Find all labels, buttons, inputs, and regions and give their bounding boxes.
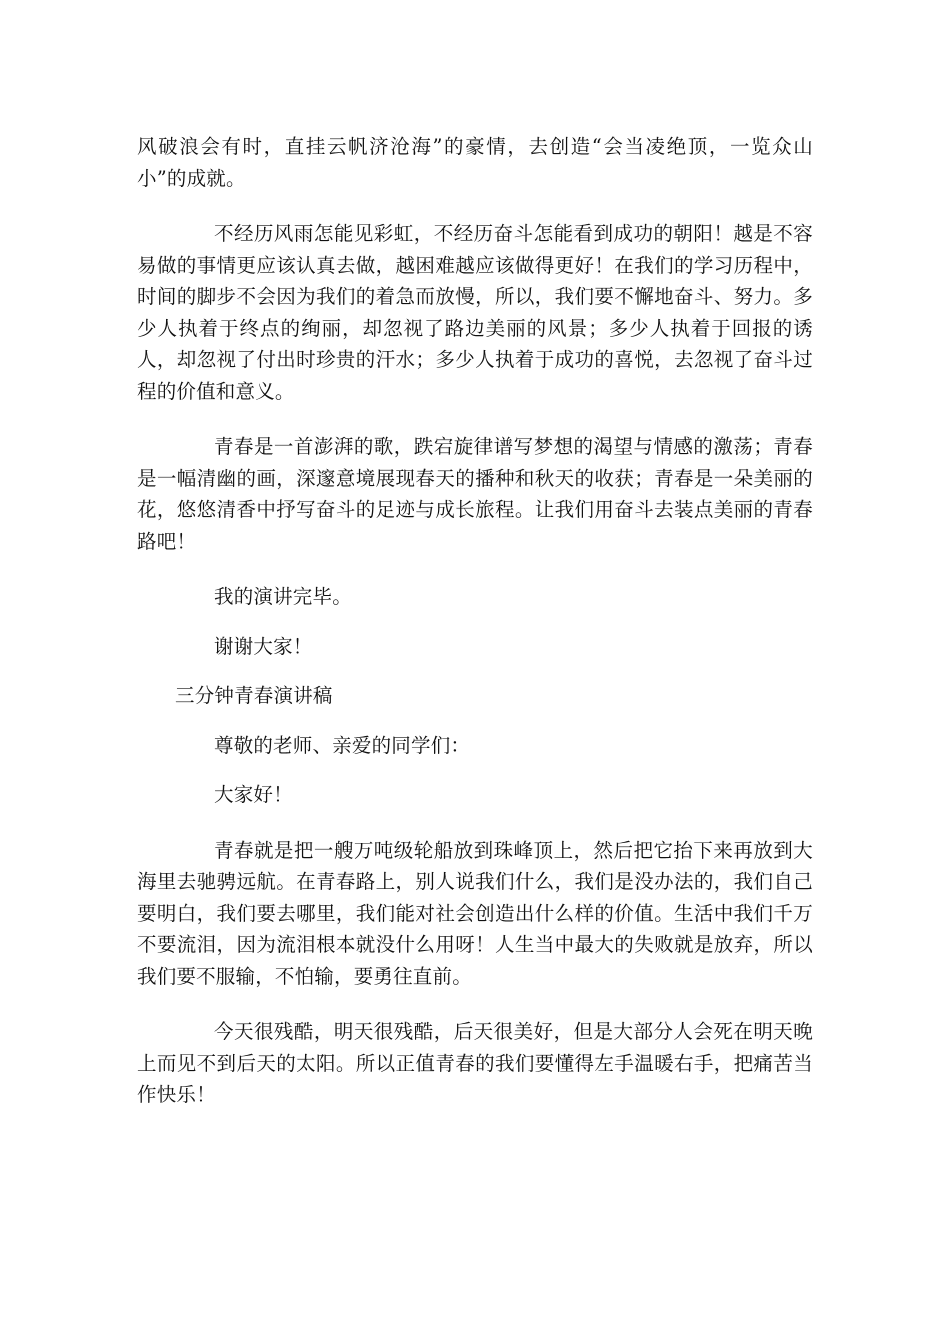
paragraph-perseverance: 不经历风雨怎能见彩虹，不经历奋斗怎能看到成功的朝阳！越是不容易做的事情更应该认真去做，越困难越应该做得更好！在我们的学习历程中，时间的脚步不会因为我们的着急而放慢，所以，我们要不懈地奋斗、努力。多少人执着于终点的绚丽，却忽视了路边美丽的风景；多少人执着于回报的诱人，却忽视了付出时珍贵的汗水；多少人执着于成功的喜悦，去忽视了奋斗过程的价值和意义。 bbox=[137, 222, 813, 403]
closing-remark: 我的演讲完毕。 bbox=[214, 585, 352, 608]
paragraph-continuation: 风破浪会有时，直挂云帆济沧海”的豪情，去创造“会当凌绝顶，一览众山小”的成就。 bbox=[137, 135, 813, 190]
document-body bbox=[137, 131, 813, 1111]
greeting: 大家好！ bbox=[214, 783, 293, 806]
paragraph-youth-metaphor: 青春是一首澎湃的歌，跌宕旋律谱写梦想的渴望与情感的激荡；青春是一幅清幽的画，深邃意境展现春天的播种和秋天的收获；青春是一朵美丽的花，悠悠清香中抒写奋斗的足迹与成长旅程。让我们用奋斗去装点美丽的青春路吧！ bbox=[137, 435, 813, 553]
section-title: 三分钟青春演讲稿 bbox=[175, 684, 333, 707]
thanks-line: 谢谢大家！ bbox=[214, 634, 313, 658]
salutation: 尊敬的老师、亲爱的同学们： bbox=[214, 733, 471, 757]
paragraph-tomorrow: 今天很残酷，明天很残酷，后天很美好，但是大部分人会死在明天晚上而见不到后天的太阳。所以正值青春的我们要懂得左手温暖右手，把痛苦当作快乐！ bbox=[137, 1020, 813, 1106]
paragraph-voyage: 青春就是把一艘万吨级轮船放到珠峰顶上，然后把它抬下来再放到大海里去驰骋远航。在青春路上，别人说我们什么，我们是没办法的，我们自己要明白，我们要去哪里，我们能对社会创造出什么样的价值。生活中我们千万不要流泪，因为流泪根本就没什么用呀！人生当中最大的失败就是放弃，所以我们要不服输，不怕输，要勇往直前。 bbox=[137, 838, 813, 988]
